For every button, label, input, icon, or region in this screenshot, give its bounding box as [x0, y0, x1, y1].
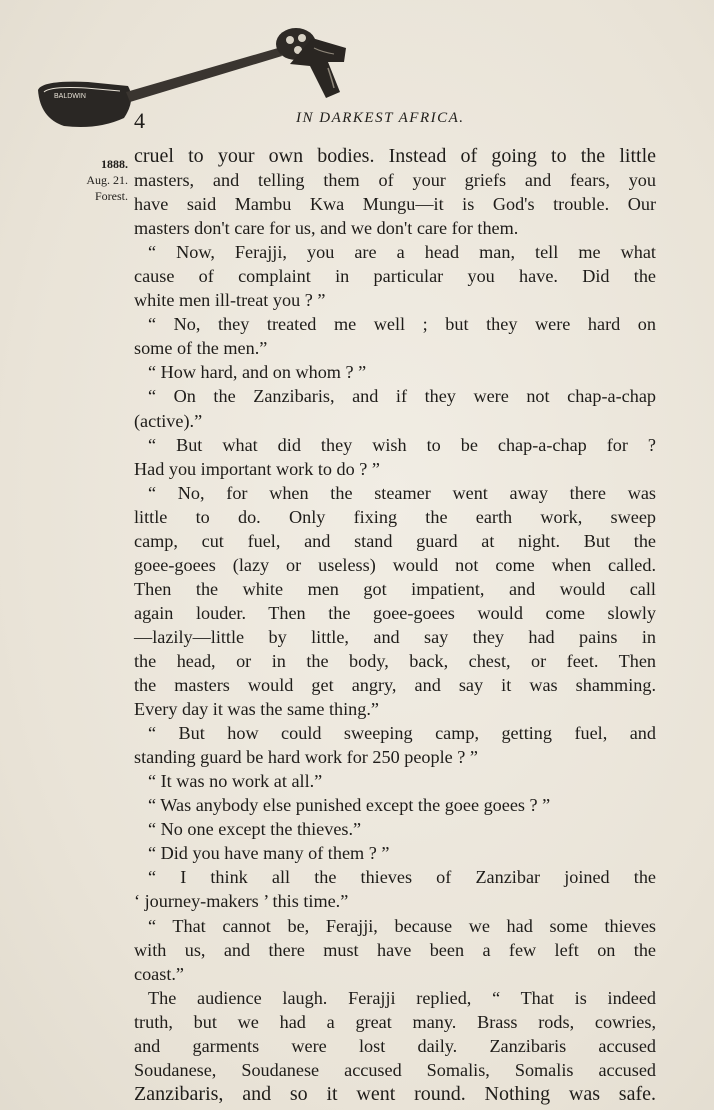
text-line: “ I think all the thieves of Zanzibar joined the	[148, 867, 656, 888]
text-line: “ Now, Ferajji, you are a head man, tell me what	[148, 242, 656, 263]
text-line: Then the white men got impatient, and would call	[134, 578, 656, 599]
text-line: Every day it was the same thing.”	[134, 699, 379, 720]
text-line: The audience laugh. Ferajji replied, “ That is indeed	[148, 987, 656, 1008]
body-text	[134, 144, 656, 1106]
text-line: white men ill-treat you ? ”	[134, 290, 326, 311]
text-line: Had you important work to do ? ”	[134, 458, 380, 479]
margin-notes	[62, 156, 128, 204]
text-line: Zanzibaris, and so it went round. Nothing was safe.	[134, 1082, 656, 1105]
text-line: coast.”	[134, 963, 184, 984]
page-number: 4	[134, 108, 145, 133]
text-line: and garments were lost daily. Zanzibaris accused	[134, 1035, 656, 1056]
text-line: “ But how could sweeping camp, getting fuel, and	[148, 723, 656, 744]
text-line: some of the men.”	[134, 338, 268, 359]
margin-note-place: Forest.	[95, 189, 128, 203]
text-line: “ Did you have many of them ? ”	[148, 843, 390, 864]
text-line: “ But what did they wish to be chap-a-chap for ?	[148, 434, 656, 455]
text-line: “ No, for when the steamer went away there was	[148, 482, 656, 503]
text-line: cause of complaint in particular you have. Did the	[134, 266, 656, 287]
text-line: the masters would get angry, and say it was shamming.	[134, 675, 656, 696]
text-line: camp, cut fuel, and stand guard at night. But the	[134, 530, 656, 551]
text-line: truth, but we had a great many. Brass rods, cowries,	[134, 1011, 656, 1032]
margin-note-year: 1888.	[101, 157, 128, 171]
text-line: masters, and telling them of your griefs and fears, you	[134, 170, 656, 191]
text-line: ‘ journey-makers ’ this time.”	[134, 891, 349, 912]
text-line: (active).”	[134, 410, 203, 431]
text-line: “ That cannot be, Ferajji, because we had some thieves	[148, 915, 656, 936]
text-line: again louder. Then the goee-goees would come slowly	[134, 602, 656, 623]
text-line: the head, or in the body, back, chest, or feet. Then	[134, 650, 656, 671]
running-head: IN DARKEST AFRICA.	[296, 110, 465, 126]
text-line: “ No one except the thieves.”	[148, 819, 362, 840]
text-line: “ On the Zanzibaris, and if they were not chap-a-chap	[148, 386, 656, 407]
text-line: —lazily—little by little, and say they had pains in	[134, 626, 656, 647]
text-line: “ How hard, and on whom ? ”	[148, 362, 367, 383]
text-line: “ No, they treated me well ; but they were hard on	[148, 314, 656, 335]
margin-note-date: Aug. 21.	[86, 173, 128, 187]
text-line: Soudanese, Soudanese accused Somalis, Somalis accused	[134, 1059, 656, 1080]
shovel-label: BALDWIN	[54, 93, 86, 100]
text-line: “ Was anybody else punished except the goee goees ? ”	[148, 795, 551, 816]
text-line: have said Mambu Kwa Mungu—it is God's trouble. Our	[134, 194, 656, 215]
text-line: masters don't care for us, and we don't care for them.	[134, 218, 519, 239]
text-line: standing guard be hard work for 250 people ? ”	[134, 747, 478, 768]
text-line: goee-goees (lazy or useless) would not come when called.	[134, 554, 656, 575]
text-line: cruel to your own bodies. Instead of going to the little	[134, 145, 656, 167]
text-line: little to do. Only fixing the earth work, sweep	[134, 506, 656, 527]
text-line: with us, and there must have been a few left on the	[134, 939, 656, 960]
text-line: “ It was no work at all.”	[148, 771, 323, 792]
